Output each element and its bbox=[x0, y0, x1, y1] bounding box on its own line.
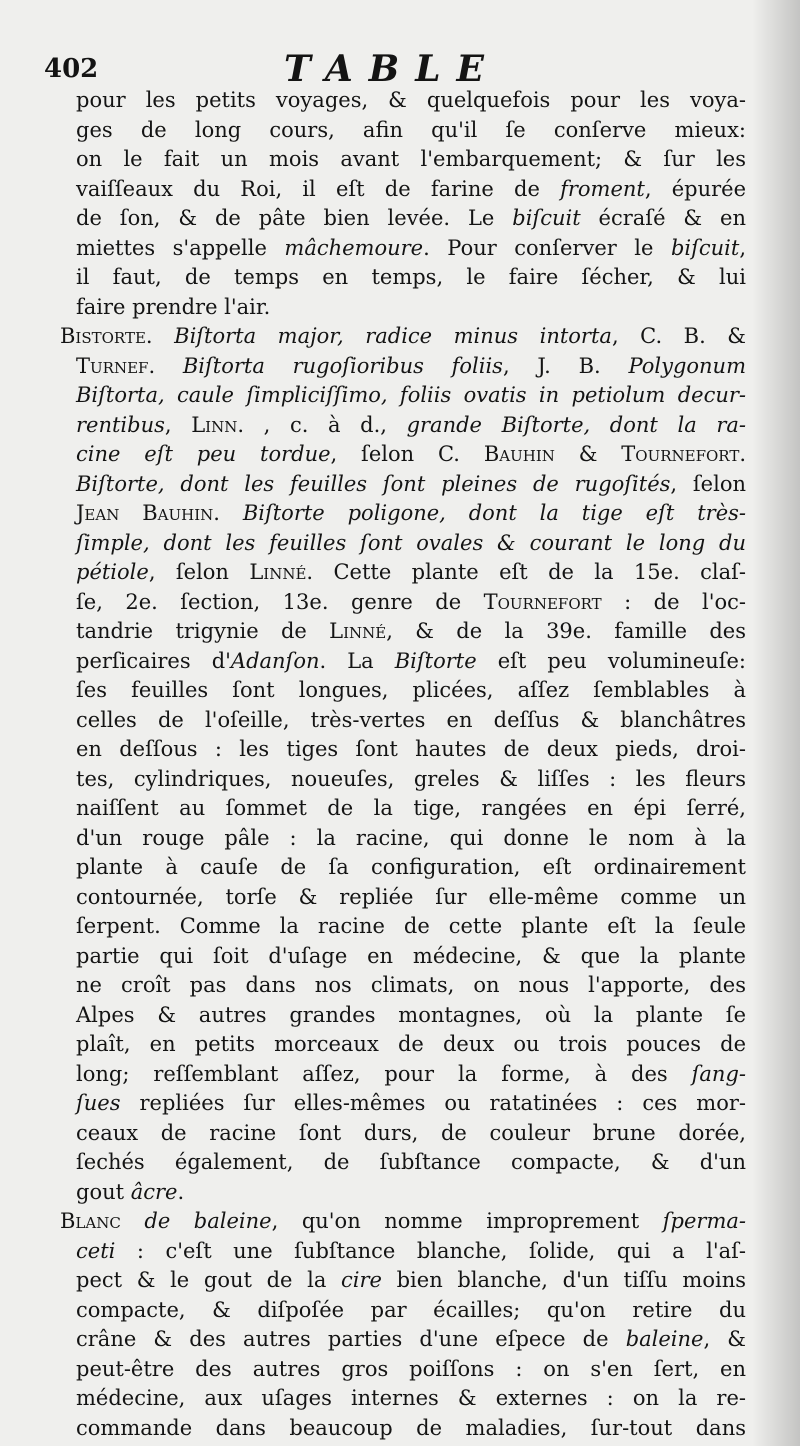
text-segment: ſes feuilles ſont longues, plicées, aſſez ſemblables à bbox=[76, 678, 746, 702]
text-segment: . bbox=[739, 442, 747, 466]
text-line bbox=[60, 617, 746, 647]
text-line bbox=[60, 529, 746, 559]
text-segment: , ſelon C. bbox=[330, 442, 484, 466]
text-segment: on le fait un mois avant l'embarquement; & ſur les bbox=[76, 147, 746, 171]
text-line bbox=[60, 1001, 746, 1031]
text-line bbox=[60, 175, 746, 205]
text-line bbox=[60, 234, 746, 264]
text-segment: crâne & des autres parties d'une eſpece de bbox=[76, 1327, 626, 1351]
text-line bbox=[60, 883, 746, 913]
text-line bbox=[60, 204, 746, 234]
italic-text: baleine bbox=[625, 1327, 704, 1351]
italic-text: de baleine bbox=[144, 1209, 272, 1233]
binding-shadow bbox=[752, 0, 800, 1446]
text-segment: , & de la 39e. famille des bbox=[386, 619, 746, 643]
italic-text: Biſtorte bbox=[394, 648, 477, 673]
text-segment: long; reſſemblant aſſez, pour la forme, à des bbox=[76, 1061, 692, 1086]
small-caps-text: Bistorte bbox=[60, 324, 146, 348]
text-segment: plaît, en petits morceaux de deux ou trois pouces de bbox=[76, 1032, 746, 1056]
small-caps-text: Tournefort bbox=[621, 442, 740, 466]
page-number: 402 bbox=[44, 54, 99, 84]
text-line bbox=[60, 1296, 746, 1326]
text-segment: ſechés également, de ſubſtance compacte, & d'un bbox=[76, 1150, 746, 1174]
text-segment: vaiſſeaux du Roi, il eſt de farine de bbox=[76, 176, 561, 201]
text-segment: tandrie trigynie de bbox=[76, 619, 330, 643]
text-segment: , qu'on nomme improprement bbox=[271, 1209, 663, 1233]
text-line bbox=[60, 558, 746, 588]
text-line bbox=[60, 1060, 746, 1090]
text-line bbox=[60, 352, 746, 382]
italic-text: Biſtorte, dont les feuilles ſont pleines de rugoſités bbox=[76, 471, 671, 496]
text-segment: en deſſous : les tiges ſont hautes de deux pieds, droi- bbox=[76, 737, 746, 761]
text-segment: il faut, de temps en temps, le faire ſécher, & lui bbox=[76, 265, 746, 289]
text-line bbox=[60, 676, 746, 706]
italic-text: rentibus bbox=[76, 412, 165, 437]
text-line bbox=[60, 499, 746, 529]
text-segment: peut-être des autres gros poiſſons : on s'en ſert, en bbox=[76, 1356, 746, 1381]
text-line bbox=[60, 1119, 746, 1149]
text-line bbox=[60, 1148, 746, 1178]
text-line bbox=[60, 588, 746, 618]
italic-text: froment bbox=[560, 176, 645, 201]
text-segment: eſt peu volumineuſe: bbox=[476, 648, 746, 673]
text-line bbox=[60, 706, 746, 736]
running-title: TABLE bbox=[284, 48, 500, 90]
text-segment: . bbox=[145, 324, 175, 348]
text-segment: gout bbox=[76, 1179, 131, 1204]
text-line bbox=[60, 942, 746, 972]
italic-text: Polygonum bbox=[628, 353, 746, 378]
text-segment: . bbox=[213, 501, 243, 525]
small-caps-text: Linn bbox=[191, 412, 238, 437]
text-segment: celles de l'oſeille, très-vertes en deſſus & blanchâtres bbox=[76, 707, 746, 732]
text-segment: . bbox=[177, 1179, 185, 1204]
text-segment: , J. B. bbox=[502, 353, 629, 378]
text-line bbox=[60, 381, 746, 411]
text-segment: . La bbox=[319, 648, 395, 673]
text-segment: bien blanche, d'un tiſſu moins bbox=[381, 1268, 746, 1292]
text-segment: miettes s'appelle bbox=[76, 235, 285, 260]
text-segment: . , c. à d., bbox=[237, 412, 407, 437]
text-line bbox=[60, 1089, 746, 1119]
text-line bbox=[60, 322, 746, 352]
text-line bbox=[60, 1237, 746, 1267]
italic-text: Biſtorta, caule ſimpliciſſimo, foliis ovatis in petiolum decur- bbox=[76, 383, 746, 407]
text-segment: tes, cylindriques, noueuſes, greles & liſſes : les fleurs bbox=[76, 766, 746, 791]
text-segment: & bbox=[554, 442, 622, 466]
text-segment: . Cette plante eſt de la 15e. claſ- bbox=[306, 560, 746, 584]
text-line bbox=[60, 912, 746, 942]
small-caps-text: Jean Bauhin bbox=[76, 501, 214, 525]
text-line bbox=[60, 971, 746, 1001]
text-segment: , épurée bbox=[644, 176, 746, 201]
text-segment: écraſé & en bbox=[580, 206, 746, 230]
text-segment: ne croît pas dans nos climats, on nous l'apporte, des bbox=[76, 973, 746, 997]
text-segment: d'un rouge pâle : la racine, qui donne le nom à la bbox=[76, 825, 746, 850]
italic-text: grande Biſtorte, dont la ra- bbox=[406, 412, 747, 437]
italic-text: âcre bbox=[130, 1179, 178, 1204]
text-segment: compacte, & diſpoſée par écailles; qu'on retire du bbox=[76, 1297, 746, 1322]
italic-text: mâchemoure bbox=[284, 235, 424, 260]
text-body bbox=[60, 86, 746, 1443]
small-caps-text: Bauhin bbox=[483, 442, 555, 466]
text-line bbox=[60, 86, 746, 116]
text-segment: , ſelon bbox=[670, 471, 746, 496]
text-segment: , bbox=[739, 235, 746, 260]
italic-text: ſperma- bbox=[662, 1209, 746, 1233]
text-line bbox=[60, 824, 746, 854]
text-line bbox=[60, 1384, 746, 1414]
text-line bbox=[60, 765, 746, 795]
italic-text: biſcuit bbox=[670, 235, 740, 260]
small-caps-text: Blanc bbox=[60, 1209, 121, 1233]
text-line bbox=[60, 1207, 746, 1237]
italic-text: Biſtorte poligone, dont la tige eſt très- bbox=[242, 501, 746, 525]
text-segment: : c'eſt une ſubſtance blanche, ſolide, qui a l'aſ- bbox=[115, 1238, 746, 1263]
text-segment: faire prendre l'air. bbox=[76, 294, 271, 319]
text-segment: partie qui ſoit d'uſage en médecine, & que la plante bbox=[76, 943, 746, 968]
text-segment: ceaux de racine ſont durs, de couleur brune dorée, bbox=[76, 1120, 746, 1145]
text-segment: de ſon, & de pâte bien levée. Le bbox=[76, 206, 513, 230]
text-line bbox=[60, 647, 746, 677]
text-segment: plante à cauſe de ſa configuration, eſt ordinairement bbox=[76, 855, 746, 879]
text-segment: pour les petits voyages, & quelquefois pour les voya- bbox=[76, 88, 746, 112]
italic-text: pétiole bbox=[76, 560, 149, 584]
text-segment: ſerpent. Comme la racine de cette plante eſt la ſeule bbox=[76, 914, 746, 938]
text-line bbox=[60, 1355, 746, 1385]
italic-text: biſcuit bbox=[512, 206, 581, 230]
text-segment: médecine, aux uſages internes & externes : on la re- bbox=[76, 1386, 746, 1410]
text-line bbox=[60, 1030, 746, 1060]
text-segment: contournée, torſe & repliée ſur elle-même comme un bbox=[76, 884, 746, 909]
small-caps-text: Turnef bbox=[76, 353, 149, 378]
text-segment: perſicaires d' bbox=[76, 648, 231, 673]
italic-text: cine eſt peu tordue bbox=[76, 442, 331, 466]
text-line bbox=[60, 293, 746, 323]
small-caps-text: Tournefort bbox=[483, 589, 602, 614]
text-segment: , bbox=[164, 412, 192, 437]
italic-text: ſimple, dont les feuilles ſont ovales & courant le long du bbox=[76, 530, 746, 555]
text-segment: repliées ſur elles-mêmes ou ratatinées : ces mor- bbox=[120, 1091, 746, 1115]
text-line bbox=[60, 794, 746, 824]
small-caps-text: Linné bbox=[329, 619, 387, 643]
text-line bbox=[60, 116, 746, 146]
italic-text: ceti bbox=[76, 1238, 116, 1263]
italic-text: ſues bbox=[76, 1091, 121, 1115]
text-segment: naiſſent au ſommet de la tige, rangées en épi ſerré, bbox=[76, 796, 746, 820]
text-segment: , & bbox=[703, 1327, 746, 1351]
italic-text: ſang- bbox=[691, 1061, 746, 1086]
italic-text: Biſtorta major, radice minus intorta bbox=[174, 324, 612, 348]
text-line bbox=[60, 1325, 746, 1355]
text-segment: , ſelon bbox=[148, 560, 250, 584]
small-caps-text: Linné bbox=[249, 560, 307, 584]
text-line bbox=[60, 470, 746, 500]
text-line bbox=[60, 1178, 746, 1208]
text-segment: . bbox=[148, 353, 183, 378]
text-segment: ges de long cours, afin qu'il ſe conſerve mieux: bbox=[76, 117, 746, 142]
text-line bbox=[60, 853, 746, 883]
text-line bbox=[60, 1414, 746, 1444]
italic-text: Adanſon bbox=[230, 648, 320, 673]
text-segment: : de l'oc- bbox=[601, 589, 746, 614]
text-segment: commande dans beaucoup de maladies, ſur-tout dans bbox=[76, 1415, 746, 1440]
text-line bbox=[60, 145, 746, 175]
italic-text: cire bbox=[341, 1268, 382, 1292]
text-line bbox=[60, 263, 746, 293]
text-segment: pect & le gout de la bbox=[76, 1268, 341, 1292]
text-segment: ſe, 2e. ſection, 13e. genre de bbox=[76, 589, 484, 614]
text-segment: . Pour conſerver le bbox=[423, 235, 671, 260]
text-line bbox=[60, 411, 746, 441]
text-segment: Alpes & autres grandes montagnes, où la plante ſe bbox=[76, 1002, 746, 1027]
italic-text: Biſtorta rugoſioribus foliis bbox=[182, 353, 503, 378]
text-segment: , C. B. & bbox=[611, 324, 746, 348]
text-line bbox=[60, 1266, 746, 1296]
text-segment bbox=[121, 1209, 145, 1233]
text-line bbox=[60, 735, 746, 765]
text-line bbox=[60, 440, 746, 470]
